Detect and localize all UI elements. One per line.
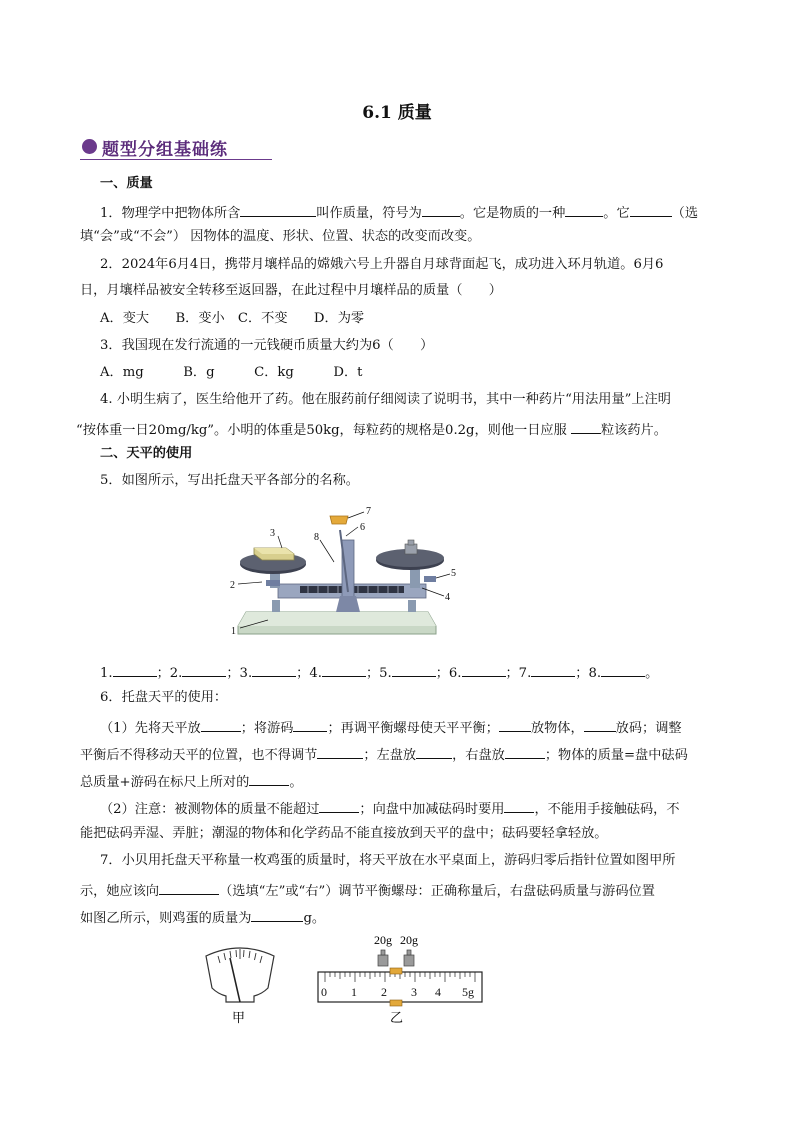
weight-label-1: 20g: [374, 933, 392, 947]
q6-text: ；物体的质量=盘中砝码: [544, 748, 688, 763]
answer-label-4: ；4.: [296, 666, 322, 681]
answer-label-3: ；3.: [226, 666, 253, 681]
question-2-line-1: 2．2024年6月4日，携带月壤样品的嫦娥六号上升器自月球背面起飞，成功进入环月轨道。6月6: [100, 257, 664, 272]
q6-text: （1）先将天平放: [100, 721, 201, 736]
q6-text: 平衡后不得移动天平的位置，也不得调节: [80, 748, 318, 763]
q7-text: 示，她应该向: [80, 884, 160, 899]
question-1-line-1: [100, 202, 698, 223]
pointer-dial-figure: [198, 942, 282, 1026]
weight-label-2: 20g: [400, 933, 418, 947]
answer-blank[interactable]: [159, 880, 219, 895]
question-2-line-2: 日，月壤样品被安全转移至返回器，在此过程中月壤样品的质量（ ）: [80, 283, 502, 298]
q7-text: g。: [303, 911, 326, 926]
question-6-line-5: 能把砝码弄湿、弄脏；潮湿的物体和化学药品不能直接放到天平的盘中；砝码要轻拿轻放。: [80, 826, 608, 841]
answer-blank[interactable]: [422, 202, 460, 217]
q4-text-b: 粒该药片。: [600, 423, 667, 438]
answer-end: 。: [645, 666, 659, 681]
callout-6: 6: [360, 522, 365, 533]
q6-text: 放物体，: [530, 721, 584, 736]
answer-blank[interactable]: [322, 662, 366, 677]
answer-blank[interactable]: [505, 744, 545, 759]
q6-text: ；左盘放: [363, 748, 417, 763]
question-4-line-2: [76, 419, 667, 440]
answer-blank[interactable]: [630, 202, 672, 217]
answer-label-1: 1.: [100, 666, 113, 681]
answer-label-5: ；5.: [365, 666, 392, 681]
callout-8: 8: [314, 532, 319, 543]
answer-label-8: ；8.: [575, 666, 602, 681]
q6-text: ；向盘中加减砝码时要用: [359, 802, 505, 817]
q6-text: 放码；调整: [615, 721, 682, 736]
q1-text-d: 。它: [603, 206, 630, 221]
answer-blank[interactable]: [319, 798, 359, 813]
answer-blank[interactable]: [240, 202, 316, 217]
answer-label-6: ；6.: [435, 666, 462, 681]
answer-label-7: ；7.: [505, 666, 532, 681]
answer-blank[interactable]: [565, 202, 603, 217]
question-3-options: A．mg B．g C．kg D．t: [100, 365, 363, 380]
question-1-line-2: 填“会”或“不会”） 因物体的温度、形状、位置、状态的改变而改变。: [80, 229, 481, 244]
answer-blank[interactable]: [462, 662, 506, 677]
callout-1: 1: [231, 626, 236, 637]
answer-label-2: ；2.: [156, 666, 183, 681]
answer-blank[interactable]: [531, 662, 575, 677]
q6-text: ，不能用手接触砝码，不: [534, 802, 680, 817]
question-6-head: 6．托盘天平的使用：: [100, 690, 228, 705]
question-6-line-1: [100, 717, 682, 738]
callout-7: 7: [366, 506, 371, 517]
answer-blank[interactable]: [584, 717, 616, 732]
figure-jia-caption: 甲: [232, 1010, 246, 1025]
answer-blank[interactable]: [252, 662, 296, 677]
answer-blank[interactable]: [201, 717, 241, 732]
answer-blank[interactable]: [571, 419, 601, 434]
q6-text: 总质量+游码在标尺上所对的: [80, 775, 250, 790]
answer-blank[interactable]: [601, 662, 645, 677]
q6-text: 。: [289, 775, 303, 790]
callout-5: 5: [451, 568, 456, 579]
q1-text-e: （选: [671, 206, 699, 221]
callout-4: 4: [445, 592, 450, 603]
question-7-line-1: 7．小贝用托盘天平称量一枚鸡蛋的质量时，将天平放在水平桌面上，游码归零后指针位置如图甲所: [100, 853, 676, 868]
answer-blank[interactable]: [499, 717, 531, 732]
callout-3: 3: [270, 528, 275, 539]
question-7-line-3: [80, 907, 325, 928]
answer-blank[interactable]: [504, 798, 534, 813]
heading-balance-use: 二、天平的使用: [100, 446, 193, 461]
bullet-dot-icon: [82, 139, 97, 154]
ruler-label-2: 2: [381, 985, 387, 999]
answer-blank[interactable]: [392, 662, 436, 677]
balance-scale-figure: [228, 500, 460, 642]
q6-text: （2）注意：被测物体的质量不能超过: [100, 802, 320, 817]
question-7-line-2: [80, 880, 655, 901]
page-title: 6.1 质量: [362, 103, 432, 123]
question-5: 5．如图所示，写出托盘天平各部分的名称。: [100, 473, 359, 488]
section-underline: [80, 159, 272, 160]
q6-text: ，右盘放: [452, 748, 505, 763]
answer-blank[interactable]: [317, 744, 363, 759]
ruler-label-4: 4: [435, 985, 441, 999]
q7-text: 如图乙所示，则鸡蛋的质量为: [80, 911, 252, 926]
question-6-line-3: [80, 771, 303, 792]
question-2-options: A．变大 B．变小 C．不变 D．为零: [100, 311, 365, 326]
callout-2: 2: [230, 580, 235, 591]
q1-text-b: 叫作质量，符号为: [316, 206, 422, 221]
section-label: 题型分组基础练: [102, 140, 228, 160]
ruler-label-0: 0: [321, 985, 327, 999]
ruler-weights-figure: [312, 930, 488, 1028]
heading-mass: 一、质量: [100, 176, 153, 191]
answer-blank[interactable]: [113, 662, 157, 677]
ruler-label-5g: 5g: [462, 985, 474, 999]
q6-text: ；将游码: [240, 721, 294, 736]
ruler-label-1: 1: [351, 985, 357, 999]
q7-text: （选填“左”或“右”）调节平衡螺母：正确称量后，右盘砝码质量与游码位置: [219, 884, 655, 899]
answer-blank[interactable]: [249, 771, 289, 786]
figure-yi-caption: 乙: [390, 1010, 404, 1025]
ruler-label-3: 3: [411, 985, 417, 999]
question-6-line-4: [100, 798, 680, 819]
section-header: [80, 134, 272, 160]
question-4-line-1: 4. 小明生病了，医生给他开了药。他在服药前仔细阅读了说明书，其中一种药片“用法用量”上注明: [100, 392, 671, 407]
question-6-line-2: [80, 744, 688, 765]
q6-text: ；再调平衡螺母使天平平衡；: [327, 721, 499, 736]
question-5-answers: [100, 662, 658, 683]
answer-blank[interactable]: [182, 662, 226, 677]
question-3-line-1: 3．我国现在发行流通的一元钱硬币质量大约为6（ ）: [100, 338, 434, 353]
answer-blank[interactable]: [251, 907, 303, 922]
q1-text-c: 。它是物质的一种: [459, 206, 566, 221]
q4-text-a: “按体重一日20mg/kg”。小明的体重是50kg，每粒药的规格是0.2g，则他一日应服: [76, 423, 571, 438]
q1-text-a: 1．物理学中把物体所含: [100, 206, 241, 221]
answer-blank[interactable]: [293, 717, 327, 732]
answer-blank[interactable]: [416, 744, 452, 759]
